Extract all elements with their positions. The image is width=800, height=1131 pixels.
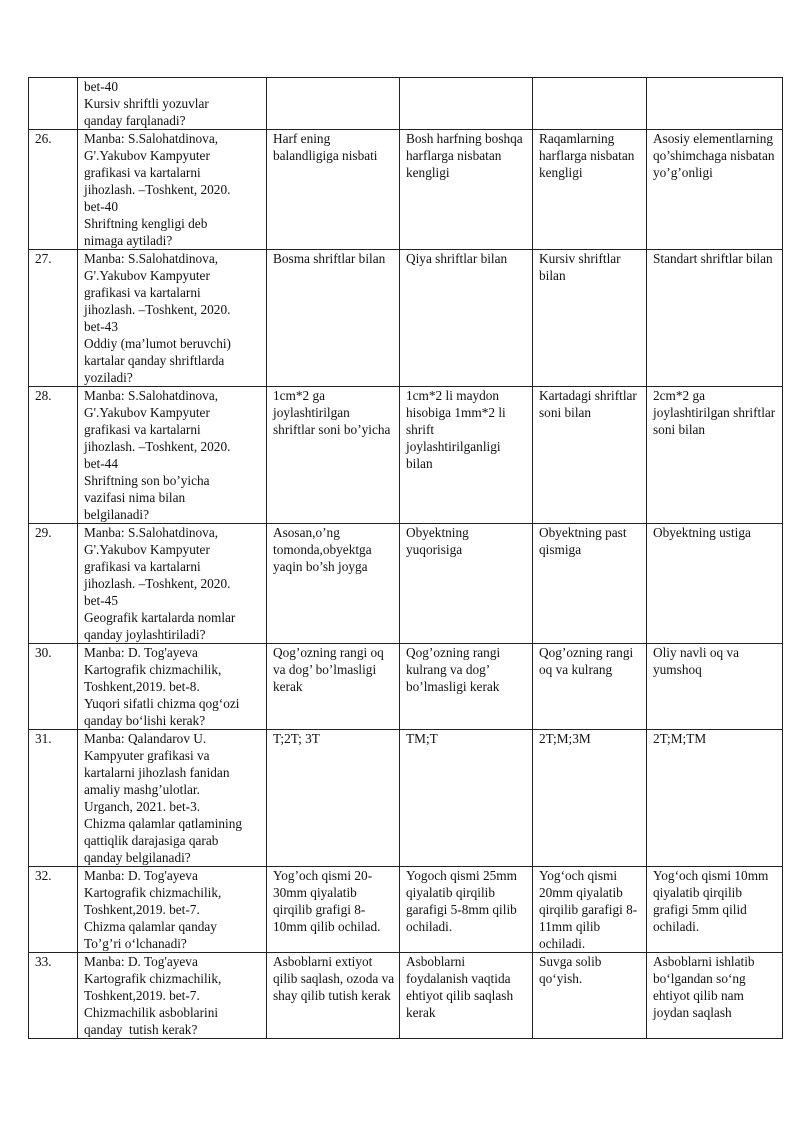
question-line: Shriftning kengligi deb bbox=[84, 216, 208, 231]
option-b-cell: Obyektning yuqorisiga bbox=[400, 524, 533, 644]
question-number: 28. bbox=[29, 387, 78, 524]
question-cell bbox=[78, 78, 267, 130]
question-cell bbox=[78, 953, 267, 1039]
question-line: qanday belgilanadi? bbox=[84, 850, 191, 865]
table-row bbox=[29, 250, 783, 387]
question-line: kartalarni jihozlash fanidan bbox=[84, 765, 230, 780]
question-line: qanday joylashtiriladi? bbox=[84, 627, 206, 642]
option-d-cell: Asboblarni ishlatib bo‘lgandan so‘ng ehtiyot qilib nam joydan saqlash bbox=[647, 953, 783, 1039]
option-c-cell: Yog‘och qismi 20mm qiyalatib qirqilib garafigi 8-11mm qilib ochiladi. bbox=[533, 867, 647, 953]
option-b-cell: 1cm*2 li maydon hisobiga 1mm*2 li shrift joylashtirilganligi bilan bbox=[400, 387, 533, 524]
question-line: Toshkent,2019. bet-7. bbox=[84, 988, 200, 1003]
question-line: jihozlash. –Toshkent, 2020. bbox=[84, 302, 231, 317]
question-line: Kartografik chizmachilik, bbox=[84, 971, 222, 986]
question-line: bet-44 bbox=[84, 456, 118, 471]
question-number: 30. bbox=[29, 644, 78, 730]
option-b-cell: Bosh harfning boshqa harflarga nisbatan kengligi bbox=[400, 130, 533, 250]
table-row bbox=[29, 953, 783, 1039]
question-line: grafikasi va kartalarni bbox=[84, 422, 201, 437]
question-cell bbox=[78, 250, 267, 387]
option-a-cell: Asosan,o’ng tomonda,obyektga yaqin bo’sh joyga bbox=[267, 524, 400, 644]
option-a-cell: Bosma shriftlar bilan bbox=[267, 250, 400, 387]
option-d-cell: 2T;M;TM bbox=[647, 730, 783, 867]
option-c-cell: Kursiv shriftlar bilan bbox=[533, 250, 647, 387]
option-c-cell bbox=[533, 78, 647, 130]
table-row bbox=[29, 130, 783, 250]
question-line: Kursiv shriftli yozuvlar bbox=[84, 96, 209, 111]
question-line: G'.Yakubov Kampyuter bbox=[84, 405, 210, 420]
questions-table bbox=[28, 77, 783, 1039]
question-number: 29. bbox=[29, 524, 78, 644]
option-a-cell: Qog’ozning rangi oq va dog’ bo’lmasligi kerak bbox=[267, 644, 400, 730]
question-line: Oddiy (ma’lumot beruvchi) bbox=[84, 336, 231, 351]
question-line: Chizmachilik asboblarini bbox=[84, 1005, 219, 1020]
question-number bbox=[29, 78, 78, 130]
question-line: Manba: D. Tog'ayeva bbox=[84, 954, 198, 969]
question-line: amaliy mashg’ulotlar. bbox=[84, 782, 200, 797]
option-c-cell: Suvga solib qo‘yish. bbox=[533, 953, 647, 1039]
question-line: bet-43 bbox=[84, 319, 118, 334]
question-line: Chizma qalamlar qanday bbox=[84, 919, 217, 934]
question-line: Shriftning son bo’yicha bbox=[84, 473, 210, 488]
question-line: nimaga aytiladi? bbox=[84, 233, 173, 248]
question-line: Toshkent,2019. bet-7. bbox=[84, 902, 200, 917]
question-line: Kampyuter grafikasi va bbox=[84, 748, 210, 763]
option-b-cell: TM;T bbox=[400, 730, 533, 867]
option-b-cell: Qog’ozning rangi kulrang va dog’ bo’lmasligi kerak bbox=[400, 644, 533, 730]
question-line: Manba: S.Salohatdinova, bbox=[84, 251, 219, 266]
question-line: Chizma qalamlar qatlamining bbox=[84, 816, 243, 831]
question-line: jihozlash. –Toshkent, 2020. bbox=[84, 182, 231, 197]
question-line: bet-40 bbox=[84, 199, 118, 214]
question-line: qattiqlik darajasiga qarab bbox=[84, 833, 219, 848]
question-line: jihozlash. –Toshkent, 2020. bbox=[84, 576, 231, 591]
option-c-cell: 2T;M;3M bbox=[533, 730, 647, 867]
option-c-cell: Kartadagi shriftlar soni bilan bbox=[533, 387, 647, 524]
question-line: bet-45 bbox=[84, 593, 118, 608]
table-row bbox=[29, 387, 783, 524]
question-number: 27. bbox=[29, 250, 78, 387]
question-line: grafikasi va kartalarni bbox=[84, 559, 201, 574]
question-line: jihozlash. –Toshkent, 2020. bbox=[84, 439, 231, 454]
question-line: Geografik kartalarda nomlar bbox=[84, 610, 236, 625]
question-line: G'.Yakubov Kampyuter bbox=[84, 148, 210, 163]
question-line: belgilanadi? bbox=[84, 507, 149, 522]
question-line: Kartografik chizmachilik, bbox=[84, 662, 222, 677]
question-line: bet-40 bbox=[84, 79, 118, 94]
question-line: Toshkent,2019. bet-8. bbox=[84, 679, 200, 694]
option-d-cell: Obyektning ustiga bbox=[647, 524, 783, 644]
option-c-cell: Qog’ozning rangi oq va kulrang bbox=[533, 644, 647, 730]
option-b-cell: Asboblarni foydalanish vaqtida ehtiyot qilib saqlash kerak bbox=[400, 953, 533, 1039]
option-a-cell: 1cm*2 ga joylashtirilgan shriftlar soni bo’yicha bbox=[267, 387, 400, 524]
question-line: yoziladi? bbox=[84, 370, 133, 385]
option-a-cell: Yog’och qismi 20-30mm qiyalatib qirqilib grafigi 8-10mm qilib ochilad. bbox=[267, 867, 400, 953]
question-line: Manba: S.Salohatdinova, bbox=[84, 525, 219, 540]
question-line: vazifasi nima bilan bbox=[84, 490, 186, 505]
option-a-cell bbox=[267, 78, 400, 130]
question-line: qanday farqlanadi? bbox=[84, 113, 186, 128]
option-c-cell: Raqamlarning harflarga nisbatan kengligi bbox=[533, 130, 647, 250]
option-d-cell: Asosiy elementlarning qo’shimchaga nisbatan yo’g’onligi bbox=[647, 130, 783, 250]
question-number: 32. bbox=[29, 867, 78, 953]
question-line: qanday bo‘lishi kerak? bbox=[84, 713, 206, 728]
question-line: G'.Yakubov Kampyuter bbox=[84, 268, 210, 283]
option-b-cell bbox=[400, 78, 533, 130]
option-d-cell: Yog‘och qismi 10mm qiyalatib qirqilib grafigi 5mm qilid ochiladi. bbox=[647, 867, 783, 953]
question-cell bbox=[78, 387, 267, 524]
option-b-cell: Yogoch qismi 25mm qiyalatib qirqilib garafigi 5-8mm qilib ochiladi. bbox=[400, 867, 533, 953]
question-line: grafikasi va kartalarni bbox=[84, 285, 201, 300]
question-line: grafikasi va kartalarni bbox=[84, 165, 201, 180]
question-line: To’g’ri o‘lchanadi? bbox=[84, 936, 187, 951]
table-row bbox=[29, 867, 783, 953]
option-c-cell: Obyektning past qismiga bbox=[533, 524, 647, 644]
table-row bbox=[29, 644, 783, 730]
question-line: Manba: D. Tog'ayeva bbox=[84, 645, 198, 660]
option-a-cell: T;2T; 3T bbox=[267, 730, 400, 867]
option-d-cell: 2cm*2 ga joylashtirilgan shriftlar soni bilan bbox=[647, 387, 783, 524]
table-row bbox=[29, 730, 783, 867]
question-number: 33. bbox=[29, 953, 78, 1039]
question-line: qanday tutish kerak? bbox=[84, 1022, 198, 1037]
question-cell bbox=[78, 130, 267, 250]
question-cell bbox=[78, 524, 267, 644]
table-row bbox=[29, 524, 783, 644]
option-d-cell: Oliy navli oq va yumshoq bbox=[647, 644, 783, 730]
question-number: 31. bbox=[29, 730, 78, 867]
question-line: G'.Yakubov Kampyuter bbox=[84, 542, 210, 557]
question-line: Kartografik chizmachilik, bbox=[84, 885, 222, 900]
table-row bbox=[29, 78, 783, 130]
question-cell bbox=[78, 730, 267, 867]
question-line: Urganch, 2021. bet-3. bbox=[84, 799, 201, 814]
questions-table-body bbox=[29, 78, 783, 1039]
option-d-cell: Standart shriftlar bilan bbox=[647, 250, 783, 387]
question-line: kartalar qanday shriftlarda bbox=[84, 353, 225, 368]
question-line: Manba: Qalandarov U. bbox=[84, 731, 207, 746]
question-line: Manba: S.Salohatdinova, bbox=[84, 131, 219, 146]
option-a-cell: Asboblarni extiyot qilib saqlash, ozoda va shay qilib tutish kerak bbox=[267, 953, 400, 1039]
option-d-cell bbox=[647, 78, 783, 130]
option-b-cell: Qiya shriftlar bilan bbox=[400, 250, 533, 387]
question-cell bbox=[78, 867, 267, 953]
question-line: Manba: D. Tog'ayeva bbox=[84, 868, 198, 883]
question-cell bbox=[78, 644, 267, 730]
question-line: Yuqori sifatli chizma qog‘ozi bbox=[84, 696, 240, 711]
question-number: 26. bbox=[29, 130, 78, 250]
question-line: Manba: S.Salohatdinova, bbox=[84, 388, 219, 403]
option-a-cell: Harf ening balandligiga nisbati bbox=[267, 130, 400, 250]
